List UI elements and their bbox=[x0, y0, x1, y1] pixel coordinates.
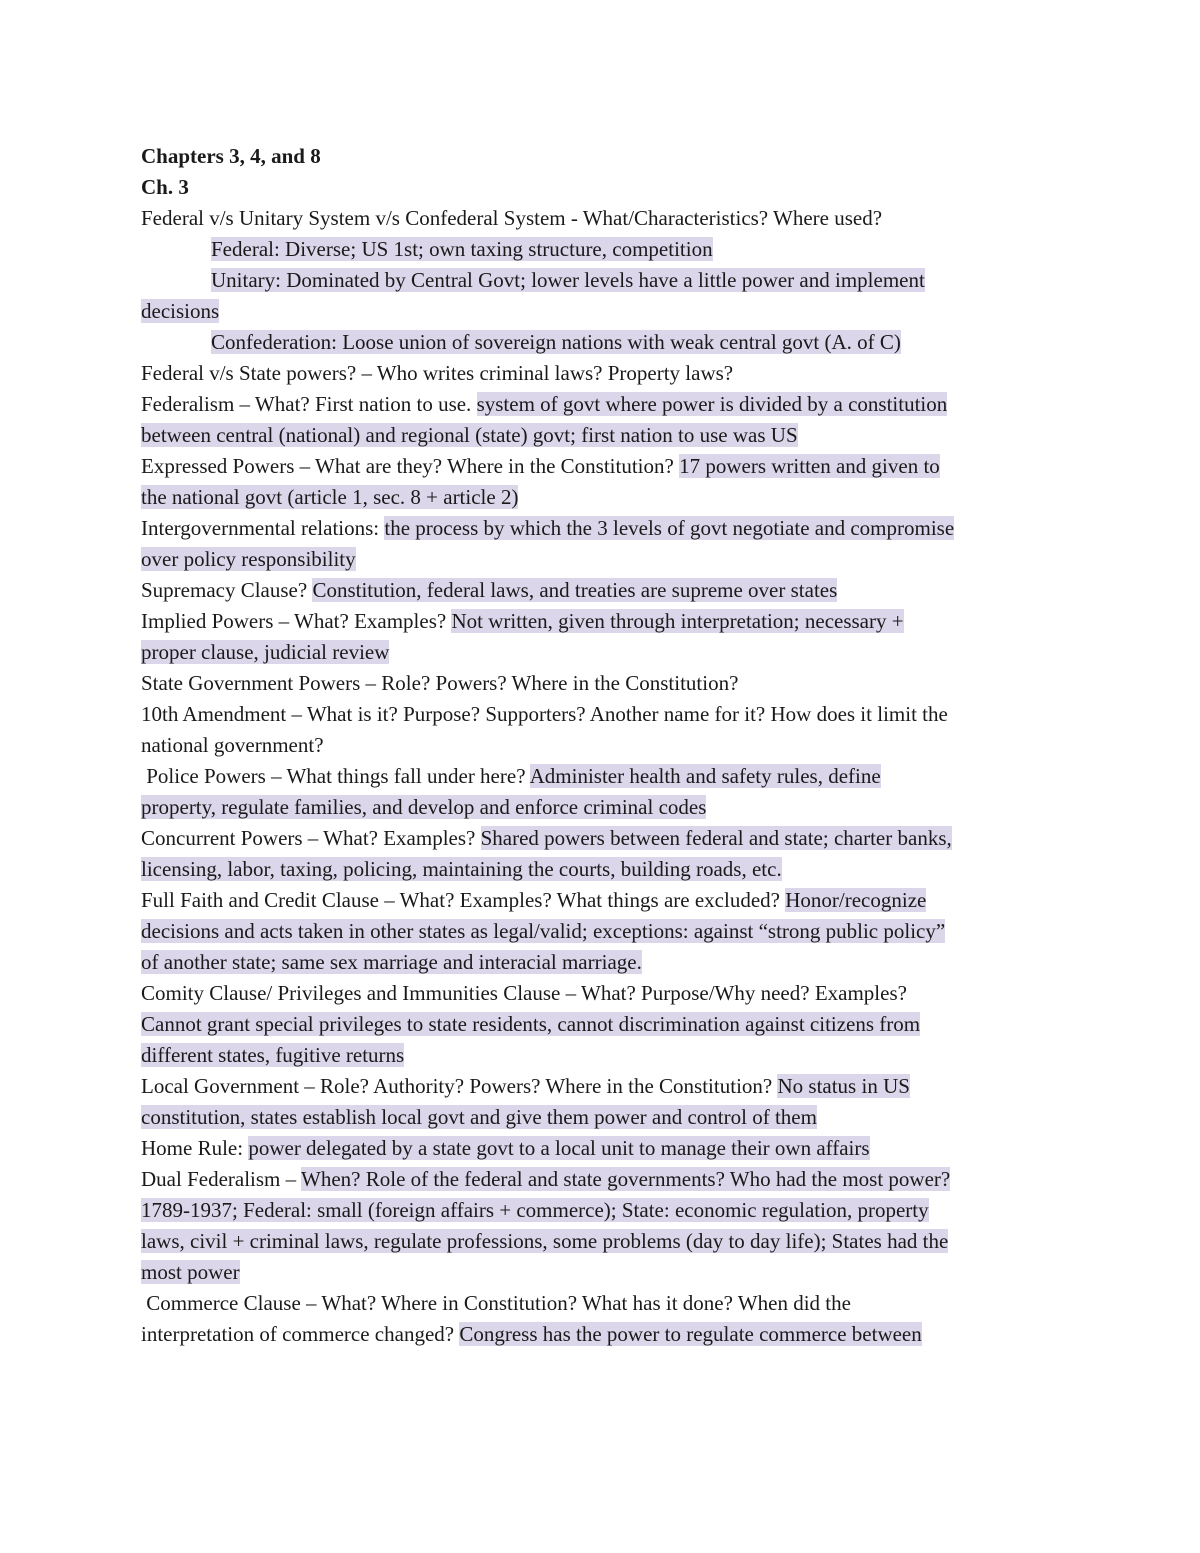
text-line bbox=[141, 978, 1061, 1009]
highlighted-answer: most power bbox=[141, 1260, 240, 1284]
highlighted-answer: Congress has the power to regulate commerce between bbox=[459, 1322, 922, 1346]
text-line bbox=[141, 885, 1061, 916]
highlighted-answer: 1789-1937; Federal: small (foreign affairs + commerce); State: economic regulation, property bbox=[141, 1198, 929, 1222]
question-text: 10th Amendment – What is it? Purpose? Supporters? Another name for it? How does it limit the bbox=[141, 702, 948, 726]
highlighted-answer: power delegated by a state govt to a local unit to manage their own affairs bbox=[248, 1136, 870, 1160]
document-body bbox=[141, 141, 1061, 1350]
text-line bbox=[141, 761, 1061, 792]
highlighted-answer: Shared powers between federal and state; charter banks, bbox=[480, 826, 952, 850]
text-line bbox=[141, 730, 1061, 761]
text-line bbox=[141, 854, 1061, 885]
text-line bbox=[141, 792, 1061, 823]
text-line bbox=[141, 482, 1061, 513]
highlighted-answer: Cannot grant special privileges to state residents, cannot discrimination against citizens from bbox=[141, 1012, 921, 1036]
highlighted-answer: constitution, states establish local govt and give them power and control of them bbox=[141, 1105, 817, 1129]
text-line bbox=[141, 451, 1061, 482]
document-title: Chapters 3, 4, and 8 bbox=[141, 144, 321, 168]
question-text: State Government Powers – Role? Powers? Where in the Constitution? bbox=[141, 671, 739, 695]
highlighted-answer: laws, civil + criminal laws, regulate professions, some problems (day to day life); States had the bbox=[141, 1229, 949, 1253]
text-line bbox=[141, 1040, 1061, 1071]
highlighted-answer: Federal: Diverse; US 1st; own taxing structure, competition bbox=[211, 237, 713, 261]
question-text: Full Faith and Credit Clause – What? Examples? What things are excluded? bbox=[141, 888, 786, 912]
question-text: Federal v/s State powers? – Who writes criminal laws? Property laws? bbox=[141, 361, 734, 385]
text-line bbox=[141, 606, 1061, 637]
highlighted-answer: proper clause, judicial review bbox=[141, 640, 390, 664]
question-text: national government? bbox=[141, 733, 324, 757]
question-text: Implied Powers – What? Examples? bbox=[141, 609, 452, 633]
highlighted-answer: decisions bbox=[141, 299, 220, 323]
highlighted-answer: the national govt (article 1, sec. 8 + article 2) bbox=[141, 485, 519, 509]
highlighted-answer: of another state; same sex marriage and interacial marriage. bbox=[141, 950, 642, 974]
question-text: Supremacy Clause? bbox=[141, 578, 313, 602]
highlighted-answer: over policy responsibility bbox=[141, 547, 356, 571]
highlighted-answer: the process by which the 3 levels of govt negotiate and compromise bbox=[384, 516, 955, 540]
highlighted-answer: property, regulate families, and develop and enforce criminal codes bbox=[141, 795, 707, 819]
highlighted-answer: Constitution, federal laws, and treaties are supreme over states bbox=[312, 578, 838, 602]
text-line bbox=[141, 1164, 1061, 1195]
question-text: Local Government – Role? Authority? Powers? Where in the Constitution? bbox=[141, 1074, 778, 1098]
question-text: Comity Clause/ Privileges and Immunities Clause – What? Purpose/Why need? Examples? bbox=[141, 981, 907, 1005]
text-line bbox=[141, 637, 1061, 668]
highlighted-answer: 17 powers written and given to bbox=[679, 454, 940, 478]
text-line bbox=[141, 823, 1061, 854]
highlighted-answer: licensing, labor, taxing, policing, maintaining the courts, building roads, etc. bbox=[141, 857, 782, 881]
text-line bbox=[141, 1257, 1061, 1288]
question-text: Federalism – What? First nation to use. bbox=[141, 392, 477, 416]
highlighted-answer: different states, fugitive returns bbox=[141, 1043, 405, 1067]
text-line bbox=[141, 1133, 1061, 1164]
text-line bbox=[141, 1102, 1061, 1133]
text-line bbox=[141, 699, 1061, 730]
text-line bbox=[141, 668, 1061, 699]
highlighted-answer: No status in US bbox=[777, 1074, 910, 1098]
text-line bbox=[141, 575, 1061, 606]
highlighted-answer: When? Role of the federal and state governments? Who had the most power? bbox=[301, 1167, 951, 1191]
question-text: Commerce Clause – What? Where in Constitution? What has it done? When did the bbox=[141, 1291, 851, 1315]
text-line bbox=[141, 1009, 1061, 1040]
chapter-heading: Ch. 3 bbox=[141, 175, 189, 199]
text-line bbox=[141, 296, 1061, 327]
text-line bbox=[141, 947, 1061, 978]
question-text: Police Powers – What things fall under here? bbox=[141, 764, 530, 788]
question-text: Dual Federalism – bbox=[141, 1167, 302, 1191]
question-text: Expressed Powers – What are they? Where in the Constitution? bbox=[141, 454, 680, 478]
text-line bbox=[141, 513, 1061, 544]
text-line bbox=[141, 265, 1061, 296]
highlighted-answer: Not written, given through interpretation; necessary + bbox=[451, 609, 904, 633]
question-text: Federal v/s Unitary System v/s Confederal System - What/Characteristics? Where used? bbox=[141, 206, 883, 230]
text-line bbox=[141, 203, 1061, 234]
text-line bbox=[141, 389, 1061, 420]
highlighted-answer: decisions and acts taken in other states as legal/valid; exceptions: against “strong public policy” bbox=[141, 919, 946, 943]
text-line bbox=[141, 420, 1061, 451]
text-line bbox=[141, 327, 1061, 358]
question-text: Concurrent Powers – What? Examples? bbox=[141, 826, 481, 850]
text-line bbox=[141, 1226, 1061, 1257]
text-line bbox=[141, 358, 1061, 389]
question-text: interpretation of commerce changed? bbox=[141, 1322, 460, 1346]
highlighted-answer: Administer health and safety rules, define bbox=[529, 764, 881, 788]
highlighted-answer: system of govt where power is divided by a constitution bbox=[476, 392, 948, 416]
text-line bbox=[141, 916, 1061, 947]
text-line bbox=[141, 234, 1061, 265]
text-line bbox=[141, 1071, 1061, 1102]
text-line bbox=[141, 1319, 1061, 1350]
highlighted-answer: Honor/recognize bbox=[785, 888, 927, 912]
question-text: Intergovernmental relations: bbox=[141, 516, 385, 540]
text-line bbox=[141, 544, 1061, 575]
text-line bbox=[141, 1288, 1061, 1319]
highlighted-answer: Confederation: Loose union of sovereign nations with weak central govt (A. of C) bbox=[211, 330, 901, 354]
text-line bbox=[141, 1195, 1061, 1226]
highlighted-answer: Unitary: Dominated by Central Govt; lower levels have a little power and implement bbox=[211, 268, 925, 292]
question-text: Home Rule: bbox=[141, 1136, 249, 1160]
highlighted-answer: between central (national) and regional (state) govt; first nation to use was US bbox=[141, 423, 798, 447]
